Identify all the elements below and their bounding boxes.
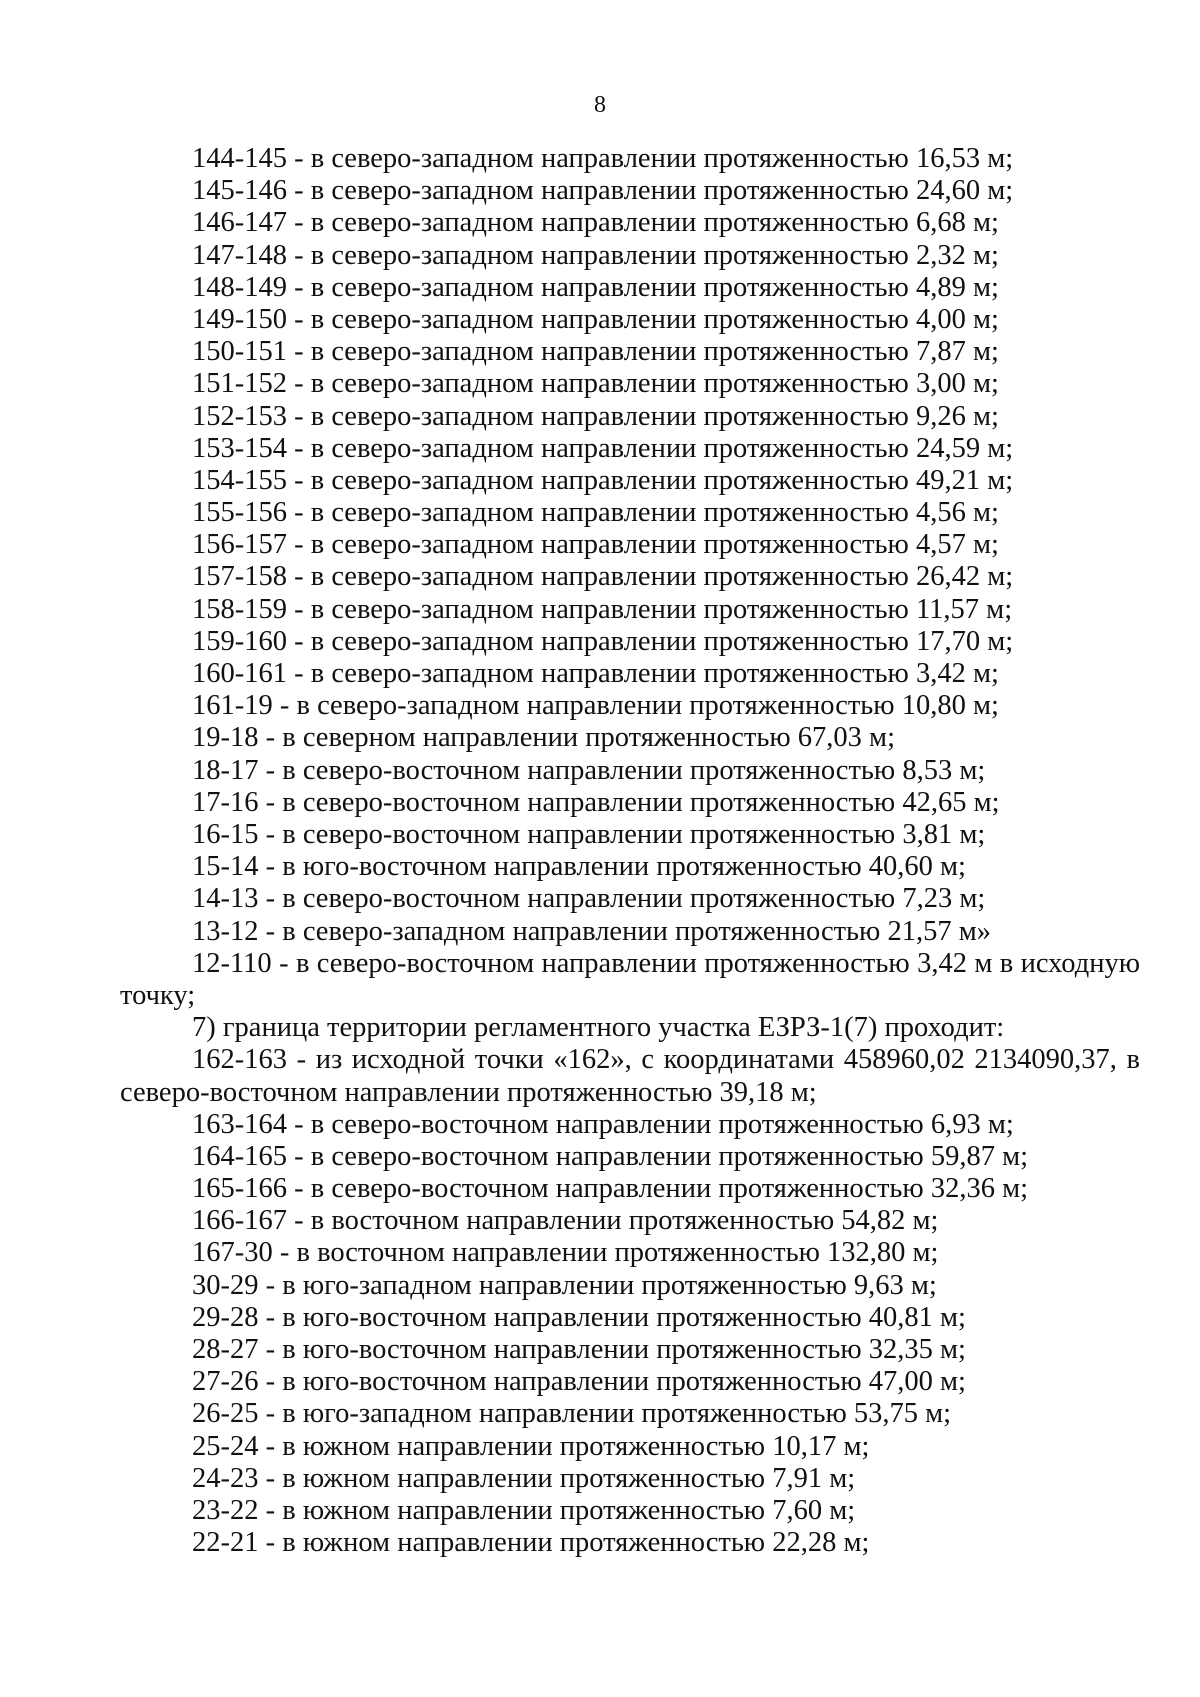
boundary-segment-line: 19-18 - в северном направлении протяженностью 67,03 м;: [192, 722, 895, 754]
boundary-segment-line: 25-24 - в южном направлении протяженностью 10,17 м;: [192, 1430, 870, 1462]
boundary-segment-line: 30-29 - в юго-западном направлении протяженностью 9,63 м;: [192, 1269, 937, 1301]
boundary-segment-list-a: [120, 143, 1140, 948]
boundary-segment-line: 155-156 - в северо-западном направлении протяженностью 4,56 м;: [192, 497, 999, 529]
boundary-segment-line: 23-22 - в южном направлении протяженностью 7,60 м;: [192, 1494, 856, 1526]
boundary-segment-line: 14-13 - в северо-восточном направлении протяженностью 7,23 м;: [192, 883, 986, 915]
boundary-segment-line: 157-158 - в северо-западном направлении протяженностью 26,42 м;: [192, 561, 1014, 593]
boundary-segment-line: 26-25 - в юго-западном направлении протяженностью 53,75 м;: [192, 1398, 952, 1430]
boundary-segment-list-b: [120, 1109, 1140, 1560]
boundary-segment-line: 161-19 - в северо-западном направлении протяженностью 10,80 м;: [192, 690, 999, 722]
boundary-segment-line: 151-152 - в северо-западном направлении протяженностью 3,00 м;: [192, 368, 999, 400]
boundary-segment-line: 156-157 - в северо-западном направлении протяженностью 4,57 м;: [192, 529, 999, 561]
boundary-segment-line: 28-27 - в юго-восточном направлении протяженностью 32,35 м;: [192, 1334, 966, 1366]
boundary-segment-line: 153-154 - в северо-западном направлении протяженностью 24,59 м;: [192, 432, 1014, 464]
boundary-segment-line: 29-28 - в юго-восточном направлении протяженностью 40,81 м;: [192, 1301, 966, 1333]
boundary-segment-line: 15-14 - в юго-восточном направлении протяженностью 40,60 м;: [192, 851, 966, 883]
boundary-segment-line: 159-160 - в северо-западном направлении протяженностью 17,70 м;: [192, 625, 1014, 657]
boundary-segment-line: 16-15 - в северо-восточном направлении протяженностью 3,81 м;: [192, 818, 986, 850]
boundary-segment-line: 154-155 - в северо-западном направлении протяженностью 49,21 м;: [192, 464, 1014, 496]
paragraph-section-7-heading: 7) граница территории регламентного участка ЕЗРЗ-1(7) проходит:: [192, 1012, 1005, 1044]
boundary-segment-line: 165-166 - в северо-восточном направлении протяженностью 32,36 м;: [192, 1173, 1029, 1205]
boundary-segment-line: 158-159 - в северо-западном направлении протяженностью 11,57 м;: [192, 593, 1013, 625]
boundary-segment-line: 144-145 - в северо-западном направлении протяженностью 16,53 м;: [192, 143, 1014, 174]
boundary-segment-line: 167-30 - в восточном направлении протяженностью 132,80 м;: [192, 1237, 939, 1269]
boundary-segment-line: 149-150 - в северо-западном направлении протяженностью 4,00 м;: [192, 303, 999, 335]
boundary-segment-line: 148-149 - в северо-западном направлении протяженностью 4,89 м;: [192, 271, 999, 303]
boundary-segment-line: 13-12 - в северо-западном направлении протяженностью 21,57 м»: [192, 915, 992, 947]
boundary-segment-line: 145-146 - в северо-западном направлении протяженностью 24,60 м;: [192, 175, 1014, 207]
boundary-segment-line: 146-147 - в северо-западном направлении протяженностью 6,68 м;: [192, 207, 999, 239]
boundary-segment-line: 24-23 - в южном направлении протяженностью 7,91 м;: [192, 1462, 856, 1494]
paragraph-segment-162-163: 162-163 - из исходной точки «162», с координатами 458960,02 2134090,37, в северо-восточном направлении протяженностью 39,18 м;: [120, 1044, 1140, 1108]
boundary-segment-line: 164-165 - в северо-восточном направлении протяженностью 59,87 м;: [192, 1140, 1029, 1172]
boundary-segment-line: 18-17 - в северо-восточном направлении протяженностью 8,53 м;: [192, 754, 986, 786]
boundary-segment-line: 166-167 - в восточном направлении протяженностью 54,82 м;: [192, 1205, 939, 1237]
boundary-segment-line: 163-164 - в северо-восточном направлении протяженностью 6,93 м;: [192, 1108, 1014, 1140]
document-body: [120, 143, 1140, 1559]
boundary-segment-line: 160-161 - в северо-западном направлении протяженностью 3,42 м;: [192, 658, 999, 689]
boundary-segment-line: 150-151 - в северо-западном направлении протяженностью 7,87 м;: [192, 336, 999, 368]
boundary-segment-line: 152-153 - в северо-западном направлении протяженностью 9,26 м;: [192, 400, 999, 432]
boundary-segment-line: 27-26 - в юго-восточном направлении протяженностью 47,00 м;: [192, 1366, 966, 1398]
boundary-segment-line: 147-148 - в северо-западном направлении протяженностью 2,32 м;: [192, 239, 999, 271]
boundary-segment-line: 17-16 - в северо-восточном направлении протяженностью 42,65 м;: [192, 786, 1000, 818]
page-number: 8: [594, 92, 606, 118]
boundary-segment-line: 22-21 - в южном направлении протяженностью 22,28 м;: [192, 1527, 870, 1559]
paragraph-segment-12-110: 12-110 - в северо-восточном направлении протяженностью 3,42 м в исходную точку;: [120, 947, 1140, 1011]
